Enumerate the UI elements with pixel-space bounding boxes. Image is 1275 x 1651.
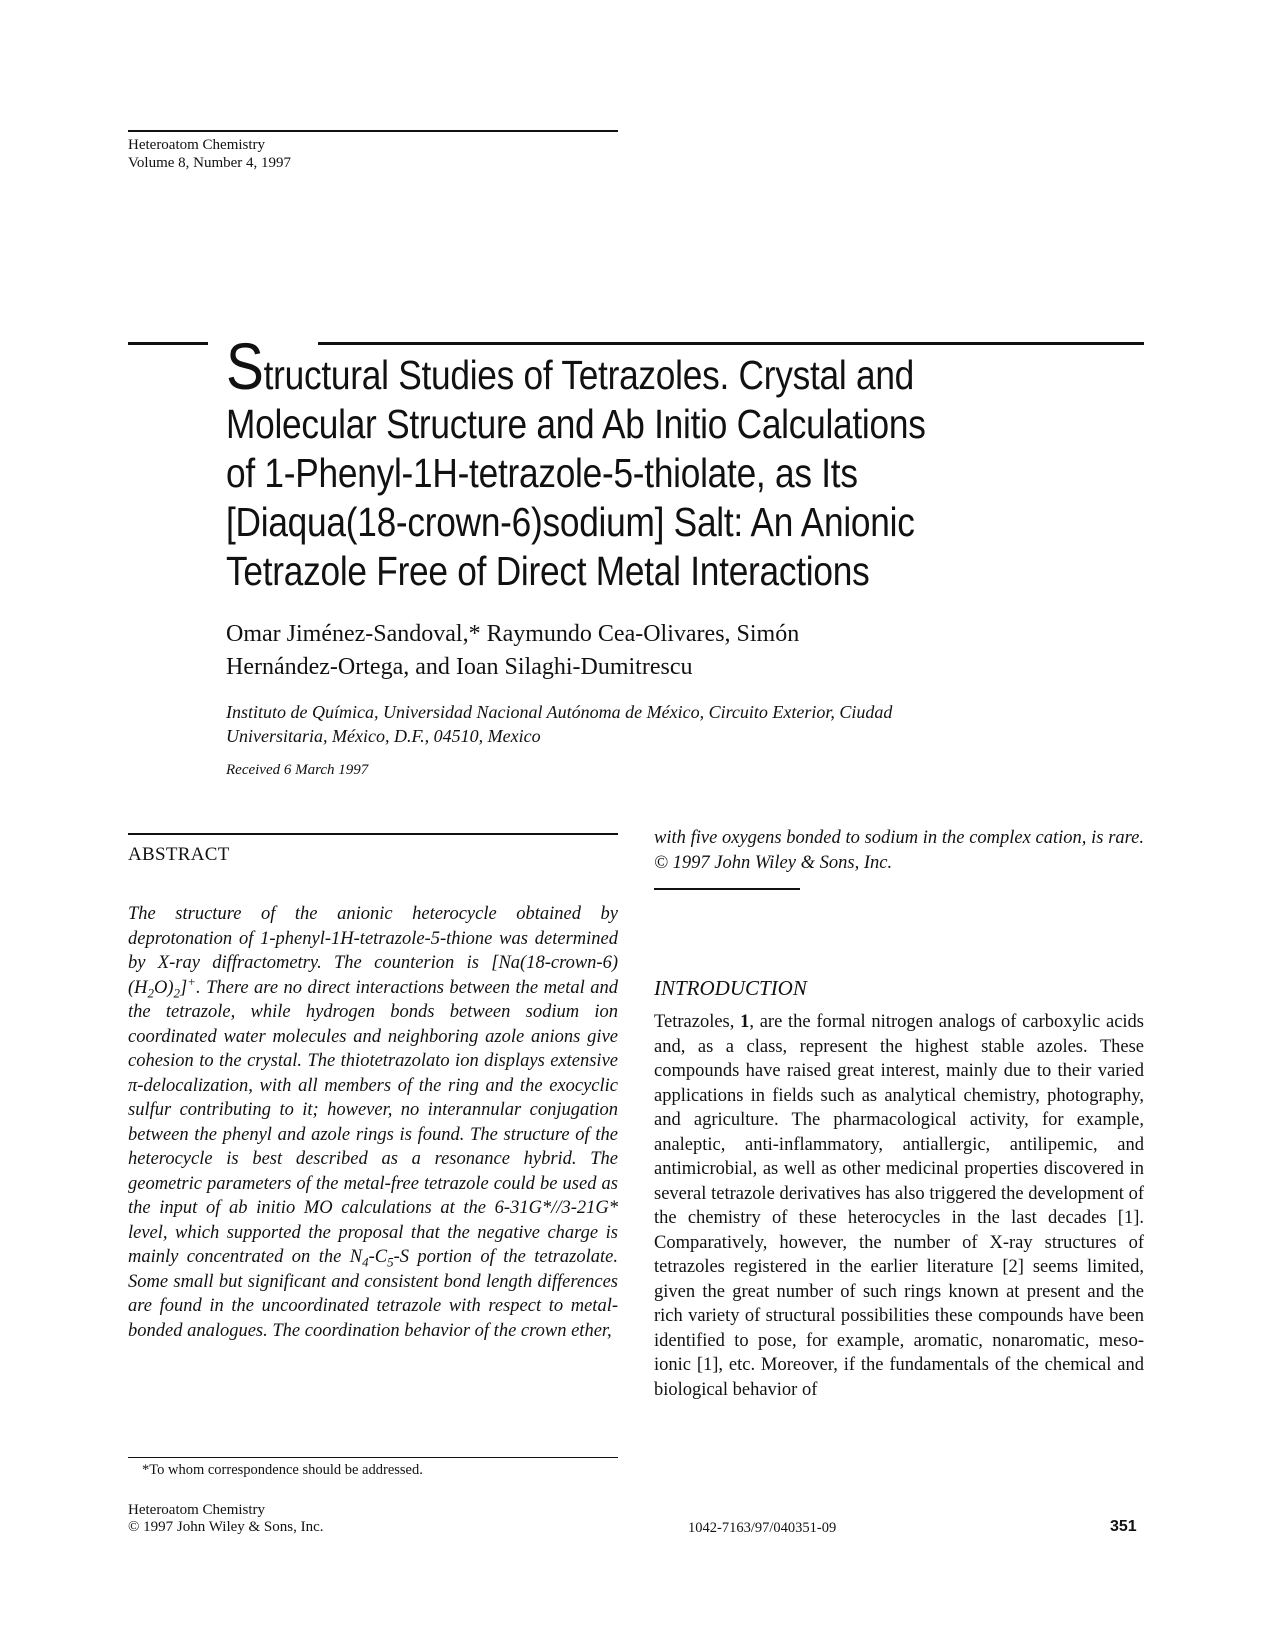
abstract-text-part: . There are no direct interactions between the metal and the tetrazole, while hydrogen bonds between sodium ion coordinated water molecules and neighboring azole anions give cohesion to the crystal. The thiotetrazolato ion displays extensive π-delocalization, with all members of the ring and the exocyclic sulfur contributing to it; however, no interannular conjugation between the phenyl and azole rings is found. The structure of the heterocycle is best described as a resonance hybrid. The geometric parameters of the metal-free tetrazole could be used as the input of ab initio MO calculations at the 6-31G*//3-21G* level, which supported the proposal that the negative charge is mainly concentrated on the N [128, 977, 618, 1267]
affiliation-line-2: Universitaria, México, D.F., 04510, Mexico [226, 726, 541, 746]
journal-name: Heteroatom Chemistry [128, 137, 266, 153]
title-line-3: of 1-Phenyl-1H-tetrazole-5-thiolate, as Its [226, 450, 858, 496]
title-line-1: tructural Studies of Tetrazoles. Crystal and [263, 352, 915, 398]
authors [226, 618, 1126, 684]
footnote: *To whom correspondence should be addressed. [142, 1462, 423, 1478]
title-line-4: [Diaqua(18-crown-6)sodium] Salt: An Anionic [226, 499, 915, 545]
abstract-rule [128, 833, 618, 835]
title-line-2: Molecular Structure and Ab Initio Calculations [226, 401, 926, 447]
introduction-heading: INTRODUCTION [654, 976, 807, 1000]
journal-volume: Volume 8, Number 4, 1997 [128, 155, 292, 171]
page-number: 351 [1110, 1518, 1137, 1535]
received-date: Received 6 March 1997 [226, 762, 369, 778]
subscript: 5 [387, 1254, 394, 1270]
header-rule [128, 130, 618, 132]
affiliation-line-1: Instituto de Química, Universidad Nacional Autónoma de México, Circuito Exterior, Ciudad [226, 702, 893, 722]
compound-number: 1 [740, 1012, 750, 1032]
introduction-text [654, 1010, 1144, 1402]
article-title [226, 329, 1034, 596]
abstract-text [128, 902, 618, 1343]
subscript: 2 [147, 985, 154, 1001]
abstract-text-part: -S portion of the tetrazolate. Some small but significant and consistent bond length differences are found in the uncoordinated tetrazole with respect to metal-bonded analogues. The coordination behavior of the crown ether, [128, 1247, 618, 1341]
journal-header [128, 136, 291, 172]
abstract-text-part: -C [368, 1247, 388, 1267]
abstract-text-part: ] [180, 977, 188, 998]
subscript: 2 [173, 985, 180, 1001]
abstract-continuation: with five oxygens bonded to sodium in the complex cation, is rare. © 1997 John Wiley & Sons, Inc. [654, 828, 1144, 873]
title-line-5: Tetrazole Free of Direct Metal Interactions [226, 548, 870, 594]
title-initial: S [226, 329, 264, 403]
footnote-rule [128, 1457, 618, 1458]
footer-journal [128, 1502, 324, 1536]
footer-copyright: © 1997 John Wiley & Sons, Inc. [128, 1519, 324, 1535]
abstract-text-part: O) [154, 977, 174, 998]
subscript: 4 [362, 1254, 369, 1270]
abstract-heading: ABSTRACT [128, 844, 230, 865]
footer-code: 1042-7163/97/040351-09 [688, 1520, 837, 1536]
introduction-text-part: , are the formal nitrogen analogs of carboxylic acids and, as a class, represent the highest stable azoles. These compounds have raised great interest, mainly due to their varied applications in fields such as analytical chemistry, photography, and agriculture. The pharmacological activity, for example, analeptic, anti-inflammatory, antiallergic, antilipemic, and antimicrobial, as well as other medicinal properties discovered in several tetrazole derivatives has also triggered the development of the chemistry of these heterocycles in the last decades [1]. Comparatively, however, the number of X-ray structures of tetrazoles registered in the earlier literature [2] seems limited, given the great number of such rings known at present and the rich variety of structural possibilities these compounds have been identified to pose, for example, aromatic, nonaromatic, meso-ionic [1], etc. Moreover, if the fundamentals of the chemical and biological behavior of [654, 1012, 1145, 1400]
superscript: + [187, 973, 196, 989]
footer-journal-name: Heteroatom Chemistry [128, 1502, 266, 1518]
abstract-end-rule [654, 888, 800, 890]
authors-line-1: Omar Jiménez-Sandoval,* Raymundo Cea-Olivares, Simón [226, 621, 800, 647]
title-rule-left [128, 342, 208, 345]
title-rule-right [318, 342, 1144, 345]
authors-line-2: Hernández-Ortega, and Ioan Silaghi-Dumitrescu [226, 654, 693, 680]
affiliation [226, 700, 1126, 748]
abstract-text-part: The structure of the anionic heterocycle obtained by deprotonation of 1-phenyl-1H-tetrazole-5-thione was determined by X-ray diffractometry. The counterion is [Na(18-crown-6)(H [128, 904, 618, 998]
introduction-text-part: Tetrazoles, [654, 1012, 741, 1032]
